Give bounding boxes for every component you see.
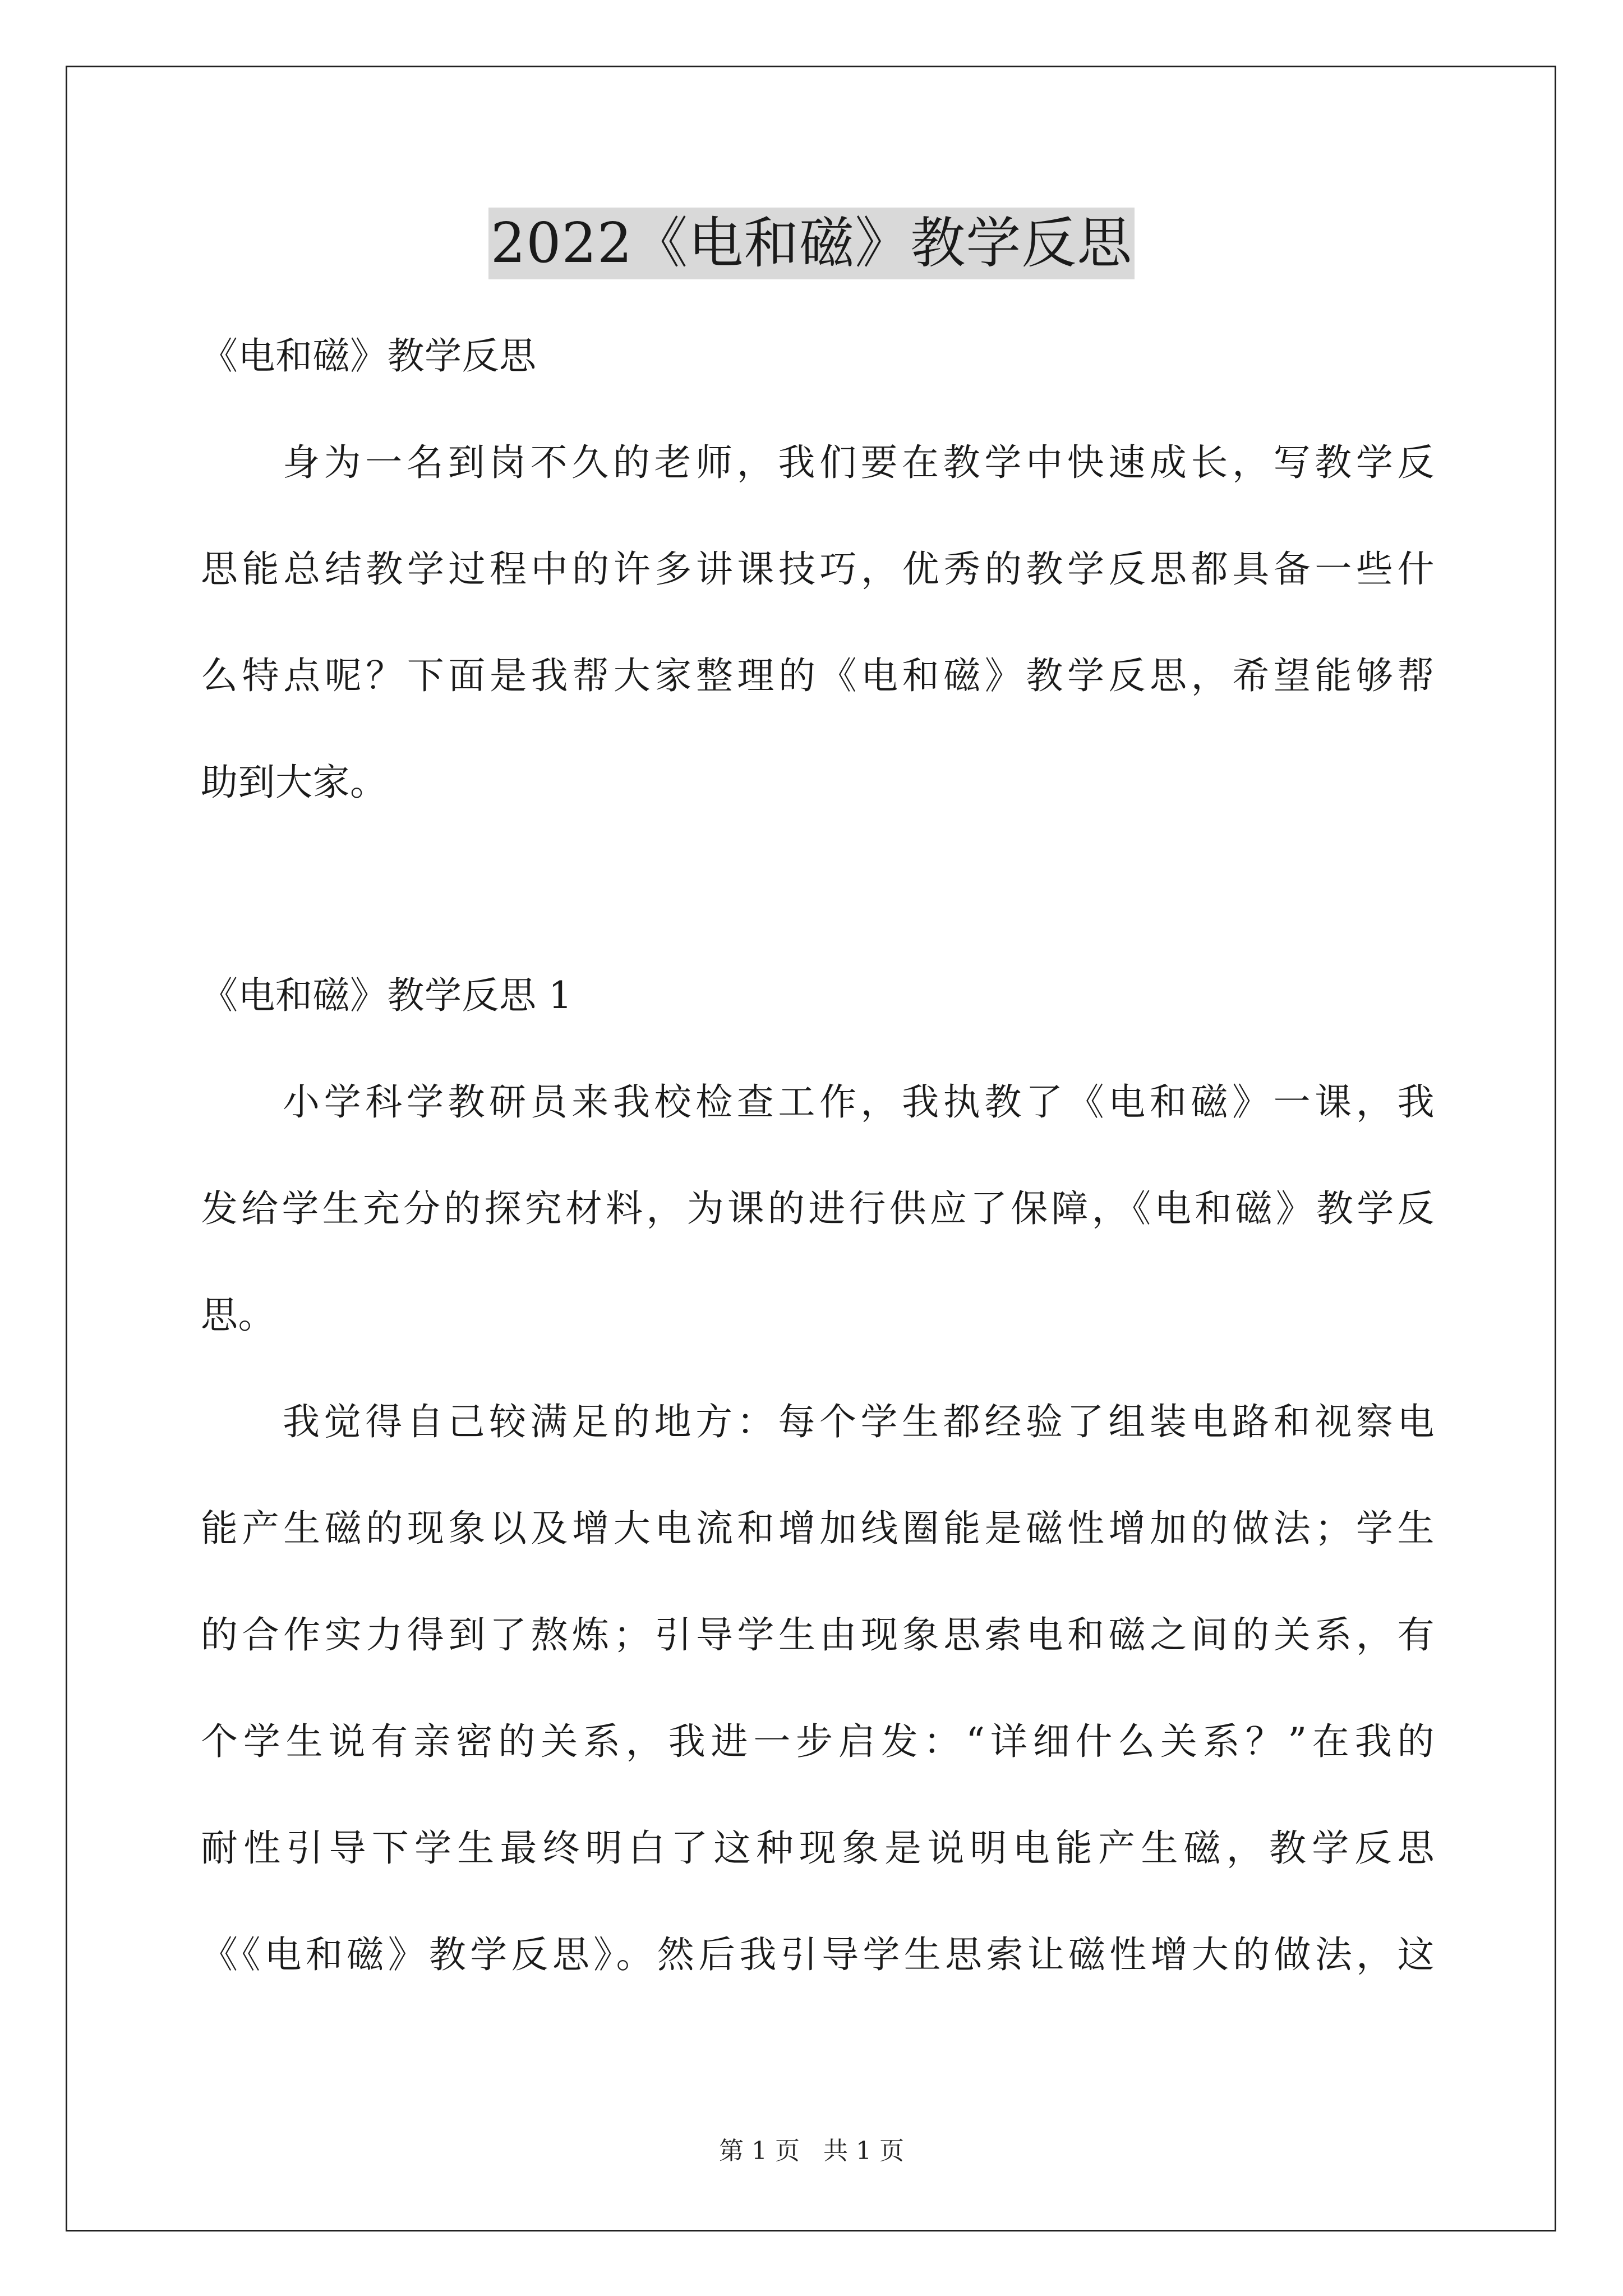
intro-paragraph-line: 身为一名到岗不久的老师，我们要在教学中快速成长，写教学反: [283, 441, 1435, 484]
section-heading: 《电和磁》教学反思: [201, 334, 537, 378]
intro-paragraph-line: 么特点呢？下面是我帮大家整理的《电和磁》教学反思，希望能够帮: [201, 654, 1435, 697]
paragraph-line: 思。: [201, 1294, 275, 1337]
section-heading-1: 《电和磁》教学反思 1: [201, 974, 573, 1017]
document-body: [201, 303, 1435, 2008]
paragraph-line: 耐性引导下学生最终明白了这种现象是说明电能产生磁，教学反思: [201, 1826, 1435, 1870]
paragraph-line: 个学生说有亲密的关系，我进一步启发：“详细什么关系？”在我的: [201, 1720, 1435, 1763]
page-footer: [0, 2134, 1623, 2168]
page-number-total: 共 1 页: [823, 2137, 904, 2165]
paragraph-line: 《《电和磁》教学反思》。然后我引导学生思索让磁性增大的做法，这: [201, 1933, 1435, 1976]
page-title: 2022《电和磁》教学反思: [488, 208, 1135, 279]
title-wrap: [0, 208, 1623, 279]
paragraph-spacer: [201, 836, 1435, 942]
paragraph-line: 能产生磁的现象以及增大电流和增加线圈能是磁性增加的做法；学生: [201, 1507, 1435, 1550]
paragraph-line: 发给学生充分的探究材料，为课的进行供应了保障，《电和磁》教学反: [201, 1187, 1435, 1230]
paragraph-line: 的合作实力得到了熬炼；引导学生由现象思索电和磁之间的关系，有: [201, 1613, 1435, 1657]
paragraph-line: 我觉得自己较满足的地方：每个学生都经验了组装电路和视察电: [283, 1400, 1435, 1443]
intro-paragraph-line: 助到大家。: [201, 761, 388, 804]
intro-paragraph-line: 思能总结教学过程中的许多讲课技巧，优秀的教学反思都具备一些什: [201, 547, 1435, 591]
paragraph-line: 小学科学教研员来我校检查工作，我执教了《电和磁》一课，我: [283, 1080, 1435, 1124]
page-number-current: 第 1 页: [719, 2137, 800, 2165]
